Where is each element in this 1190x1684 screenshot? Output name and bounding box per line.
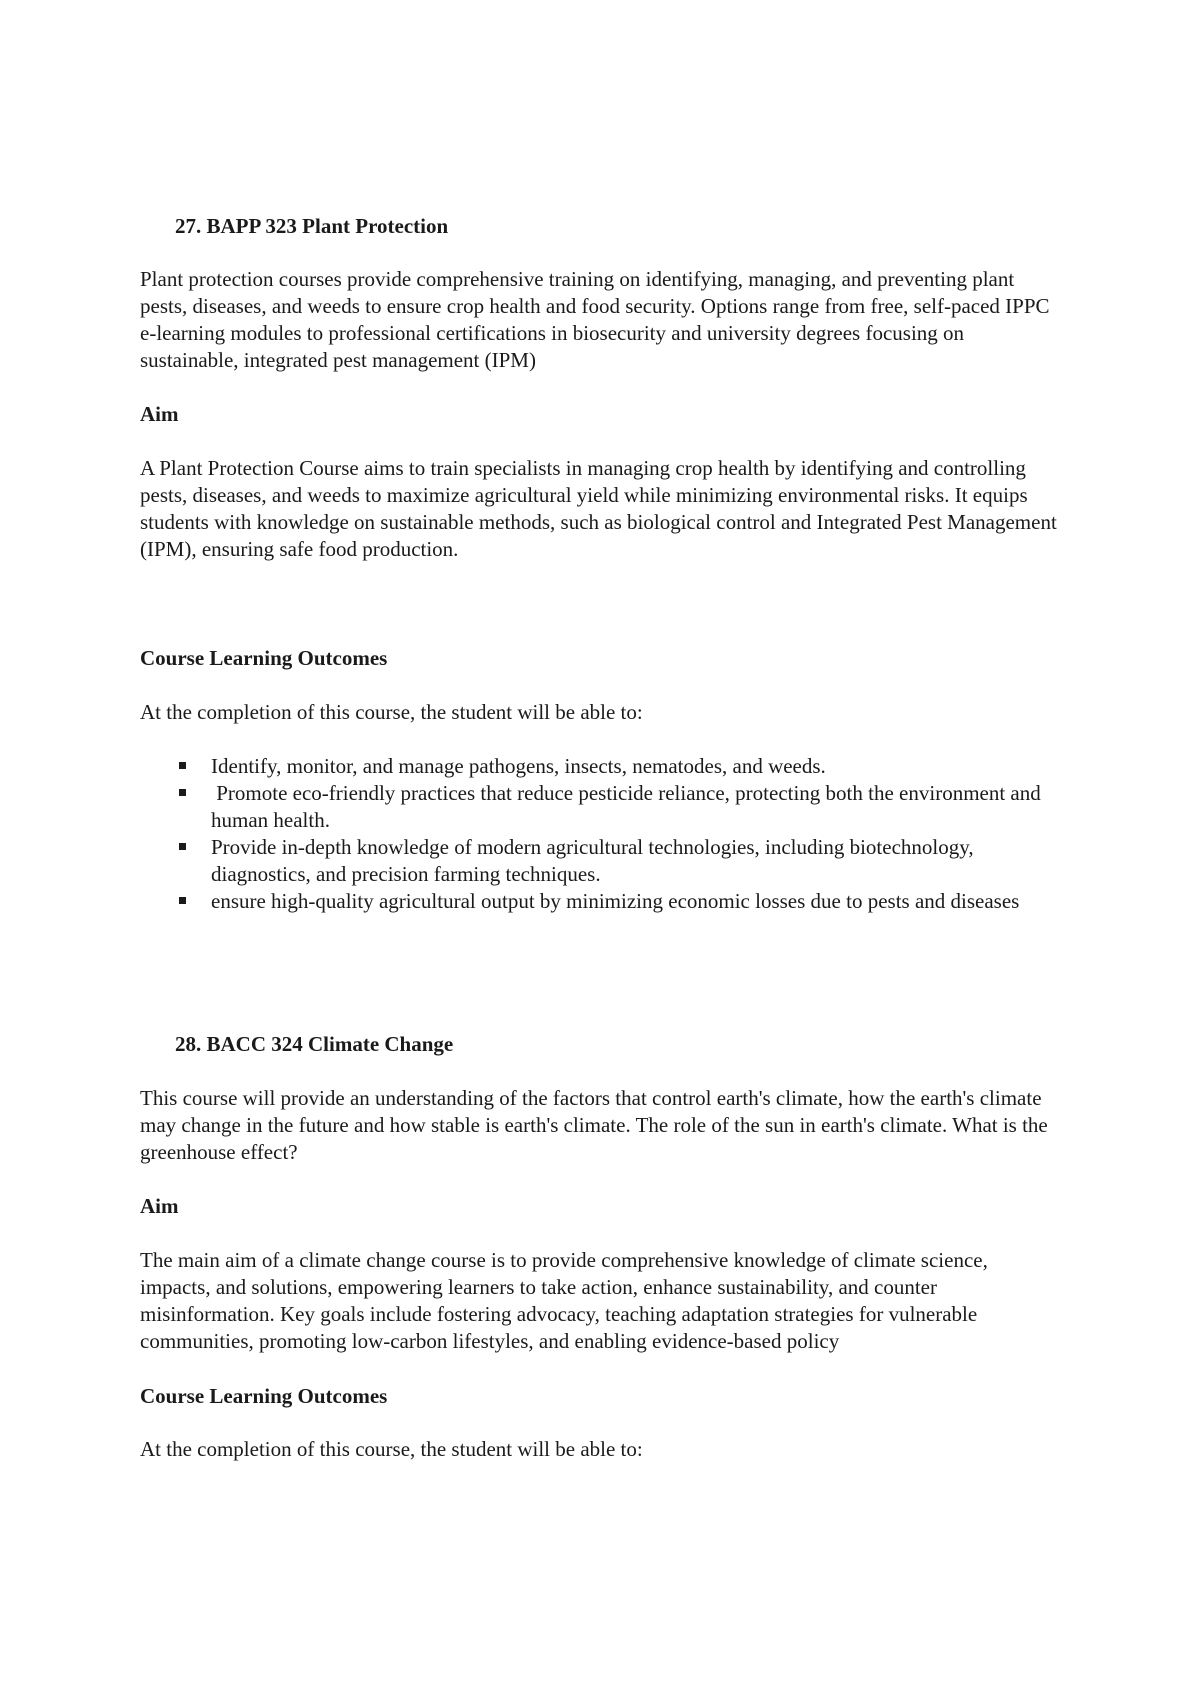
section-28-outcomes-heading: Course Learning Outcomes <box>140 1384 388 1408</box>
square-bullet-icon <box>179 789 186 796</box>
section-28-heading: 28. BACC 324 Climate Change <box>175 1032 454 1056</box>
section-28-aim-text: The main aim of a climate change course is to provide comprehensive knowledge of climate science, impacts, and solutions, empowering learners to take action, enhance sustainability, and counter misinformation. Key goals include fostering advocacy, teaching adaptation strategies for vulnerable communities, promoting low-carbon lifestyles, and enabling evidence-based policy <box>140 1248 988 1353</box>
square-bullet-icon <box>179 897 186 904</box>
list-item <box>175 888 1055 915</box>
section-27-outcomes-heading: Course Learning Outcomes <box>140 646 388 670</box>
section-27-outcomes-list <box>175 753 1055 915</box>
outcome-text: Provide in-depth knowledge of modern agricultural technologies, including biotechnology, diagnostics, and precision farming techniques. <box>211 835 974 886</box>
section-27-aim-text: A Plant Protection Course aims to train specialists in managing crop health by identifying and controlling pests, diseases, and weeds to maximize agricultural yield while minimizing environmental risks. It equips students with knowledge on sustainable methods, such as biological control and Integrated Pest Management (IPM), ensuring safe food production. <box>140 456 1057 561</box>
section-28-intro: This course will provide an understanding of the factors that control earth's climate, how the earth's climate may change in the future and how stable is earth's climate. The role of the sun in earth's climate. What is the greenhouse effect? <box>140 1086 1048 1164</box>
section-27-heading: 27. BAPP 323 Plant Protection <box>175 214 449 238</box>
list-item <box>175 834 1055 888</box>
outcome-text: Promote eco-friendly practices that reduce pesticide reliance, protecting both the environment and human health. <box>211 781 1047 832</box>
list-item <box>175 753 1055 780</box>
square-bullet-icon <box>179 762 186 769</box>
section-27-intro: Plant protection courses provide comprehensive training on identifying, managing, and preventing plant pests, diseases, and weeds to ensure crop health and food security. Options range from free, self-paced IPPC e-learning modules to professional certifications in biosecurity and university degrees focusing on sustainable, integrated pest management (IPM) <box>140 267 1050 372</box>
list-item <box>175 780 1055 834</box>
section-27-outcomes-intro: At the completion of this course, the student will be able to: <box>140 700 643 724</box>
section-27-aim-heading: Aim <box>140 402 179 426</box>
square-bullet-icon <box>179 843 186 850</box>
outcome-text: Identify, monitor, and manage pathogens, insects, nematodes, and weeds. <box>211 754 826 778</box>
section-28-aim-heading: Aim <box>140 1194 179 1218</box>
outcome-text: ensure high-quality agricultural output by minimizing economic losses due to pests and diseases <box>211 889 1020 913</box>
section-28-outcomes-intro: At the completion of this course, the student will be able to: <box>140 1437 643 1461</box>
